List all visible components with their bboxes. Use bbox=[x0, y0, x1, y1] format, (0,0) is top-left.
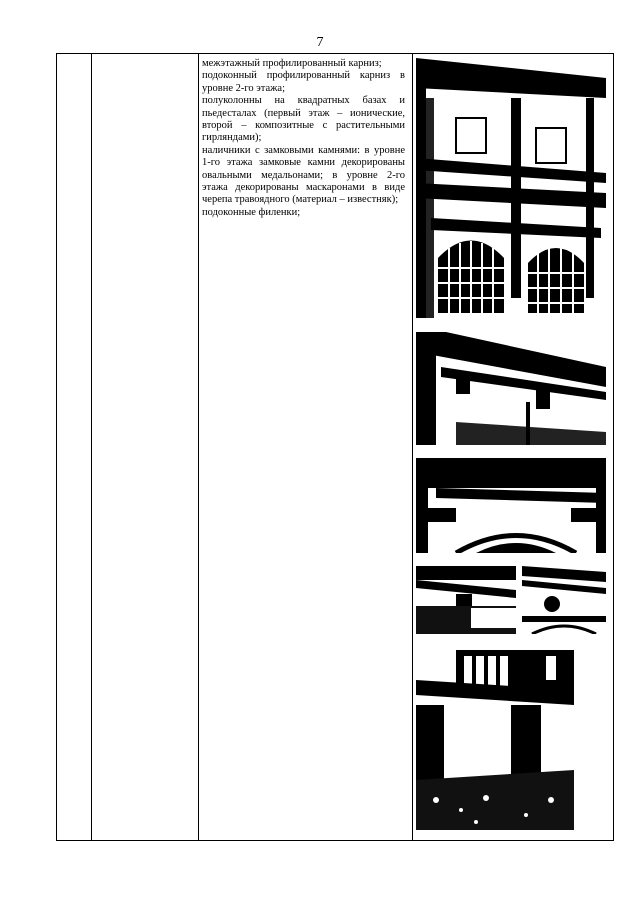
capital-cornice-photo bbox=[416, 458, 606, 553]
column-divider-2 bbox=[198, 54, 199, 840]
facade-base-photo bbox=[416, 650, 574, 830]
column-divider-1 bbox=[91, 54, 92, 840]
keystone-detail-photo bbox=[416, 566, 516, 634]
element-description bbox=[202, 58, 405, 219]
facade-windows-photo bbox=[416, 58, 606, 318]
description-line: полуколонны на квадратных базах и пьедесталах (первый этаж – ионические, второй – композитные с растительными гирляндами); bbox=[202, 95, 405, 144]
column-divider-3 bbox=[412, 54, 413, 840]
cornice-detail-photo bbox=[416, 332, 606, 445]
description-line: межэтажный профилированный карниз; bbox=[202, 58, 382, 69]
description-line: подоконный профилированный карниз в уровне 2-го этажа; bbox=[202, 70, 405, 94]
description-line: подоконные филенки; bbox=[202, 206, 301, 218]
keystone-mascaron-photo bbox=[522, 566, 606, 634]
description-line: наличники с замковыми камнями: в уровне 1-го этажа замковые камни декорированы овальными медальонами; в уровне 2-го этажа декорированы маскаронами в виде черепа травоядного (материал – известняк); bbox=[202, 144, 405, 206]
page-number: 7 bbox=[316, 35, 324, 50]
